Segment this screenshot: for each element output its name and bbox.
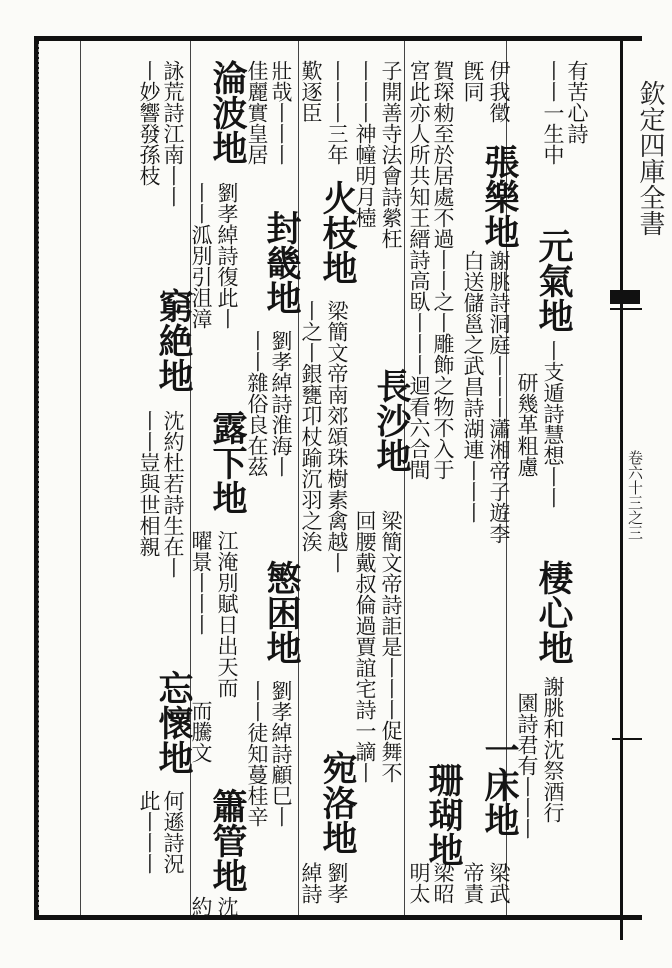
headword: 慜困地 xyxy=(261,560,302,665)
text-segment: 丨丨丨神幢明月㯛 xyxy=(353,60,377,228)
book-title: 欽定四庫全書 xyxy=(635,80,665,236)
text-segment: 歎逐臣 xyxy=(299,60,323,123)
text-segment: 研幾革粗慮 xyxy=(515,372,539,477)
text-segment: 回腰戴叔倫過賈誼宅詩一謫丨 xyxy=(353,510,377,783)
column-divider xyxy=(80,41,81,915)
text-segment: 子開善寺法會詩縈枉 xyxy=(379,60,403,249)
text-segment: 何遜詩況 xyxy=(161,790,185,874)
headword: 珊瑚地 xyxy=(423,762,464,867)
text-column xyxy=(132,50,172,910)
fold-line xyxy=(610,308,642,310)
text-segment: 宮此亦人所共知王縉詩高臥丨丨丨迴看六合間 xyxy=(407,60,431,480)
text-segment: 梁簡文帝詩詎是丨丨丨促舞不 xyxy=(379,510,403,783)
fold-marker xyxy=(610,290,640,304)
text-segment: 此丨丨丨 xyxy=(137,790,161,874)
text-segment: 明太 xyxy=(407,862,431,904)
text-segment: 丨丨泒別引沮漳 xyxy=(189,182,213,329)
headword: 封畿地 xyxy=(261,210,302,315)
text-segment: 有苦心詩 xyxy=(565,60,589,144)
text-segment: 曜景丨丨丨 xyxy=(189,530,213,635)
headword: 宛洛地 xyxy=(317,750,358,855)
text-segment: 梁昭 xyxy=(431,862,455,904)
headword: 淪波地 xyxy=(207,60,248,165)
text-segment: 約 xyxy=(189,896,213,917)
text-segment: 劉孝綽詩復此丨 xyxy=(215,182,239,329)
headword: 露下地 xyxy=(207,410,248,515)
fold-line-bottom xyxy=(612,738,642,740)
left-margin-line xyxy=(38,44,39,910)
text-segment: 謝朓詩洞庭丨丨丨瀟湘帝子遊李 xyxy=(487,250,511,544)
text-segment: 帝責 xyxy=(461,862,485,904)
volume-label: 卷六十三之三 xyxy=(626,450,644,540)
headword: 一床地 xyxy=(479,732,520,837)
text-segment: 詠荒詩江南丨丨 xyxy=(161,60,185,207)
text-segment: 丨丨豈與世相親 xyxy=(137,410,161,557)
text-segment: 綽詩 xyxy=(299,862,323,904)
headword: 張樂地 xyxy=(479,144,520,249)
text-segment: 劉孝綽詩淮海丨 xyxy=(269,330,293,477)
headword: 火枝地 xyxy=(317,180,358,285)
text-segment: 劉孝綽詩顧巳丨 xyxy=(269,680,293,827)
text-segment: 丨支遁詩慧想丨丨 xyxy=(541,340,565,508)
text-segment: 壯哉丨丨丨 xyxy=(269,60,293,165)
text-segment: 園詩君有丨丨丨 xyxy=(515,692,539,839)
text-segment: 沈 xyxy=(215,896,239,917)
text-segment: 賀琛勑至於居處不過丨丨之丨雕飾之物不入于 xyxy=(431,60,455,480)
text-segment: 丨妙響發孫枝 xyxy=(137,60,161,186)
text-segment: 丨丨一生中 xyxy=(541,60,565,165)
text-segment: 江淹別賦日出天而 xyxy=(215,530,239,698)
headword: 棲心地 xyxy=(533,560,574,665)
headword: 窮絶地 xyxy=(153,288,194,393)
text-segment: 丨之丨銀甕卭杖踰沉羽之涘 xyxy=(299,300,323,552)
text-segment: 伊我徵 xyxy=(487,60,511,123)
text-segment: 旣同 xyxy=(461,60,485,102)
text-segment: 謝朓和沈祭酒行 xyxy=(541,676,565,823)
page-fold-margin xyxy=(620,40,672,940)
text-segment: 丨丨丨三年 xyxy=(325,60,349,165)
text-segment: 而騰文 xyxy=(189,700,213,763)
text-segment: 梁武 xyxy=(487,862,511,904)
text-segment: 白送儲邕之武昌詩湖連丨丨丨 xyxy=(461,250,485,523)
text-segment: 沈約杜若詩生在丨 xyxy=(161,410,185,578)
text-segment: 丨丨雜俗良在茲 xyxy=(245,330,269,477)
text-segment: 佳麗實皇居 xyxy=(245,60,269,165)
headword: 簫管地 xyxy=(207,788,248,893)
headword: 忘懷地 xyxy=(153,670,194,775)
headword: 元氣地 xyxy=(533,228,574,333)
text-segment: 丨丨徒知蔓桂辛 xyxy=(245,680,269,827)
text-segment: 劉孝 xyxy=(325,862,349,904)
headword: 長沙地 xyxy=(371,368,412,473)
text-segment: 梁簡文帝南郊頌珠樹素禽越丨 xyxy=(325,300,349,573)
